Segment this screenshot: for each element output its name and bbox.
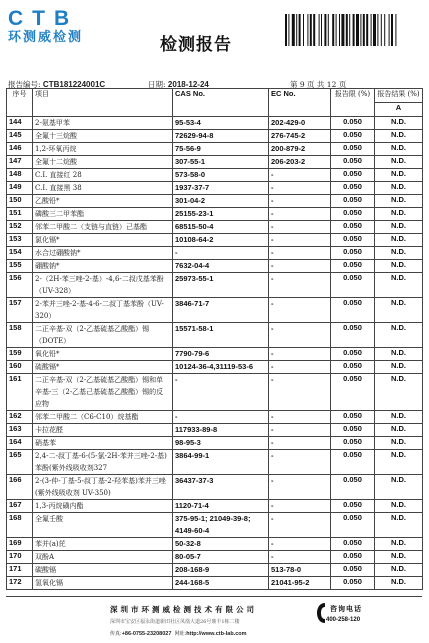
cell-limit: 0.050 xyxy=(331,169,375,182)
cell-ec: - xyxy=(269,298,331,323)
cell-ec: - xyxy=(269,221,331,234)
cell-item: 氢氧化镉 xyxy=(33,577,173,590)
cell-cas: 80-05-7 xyxy=(173,551,269,564)
cell-result: N.D. xyxy=(375,348,423,361)
table-row xyxy=(7,323,423,348)
cell-limit: 0.050 xyxy=(331,247,375,260)
cell-cas: 95-53-4 xyxy=(173,117,269,130)
table-row xyxy=(7,234,423,247)
cell-limit: 0.050 xyxy=(331,475,375,500)
table-row xyxy=(7,298,423,323)
cell-result: N.D. xyxy=(375,234,423,247)
cell-cas: 25155-23-1 xyxy=(173,208,269,221)
cell-limit: 0.050 xyxy=(331,323,375,348)
cell-cas: 68515-50-4 xyxy=(173,221,269,234)
cell-item: 硝基苯 xyxy=(33,437,173,450)
cell-ec: - xyxy=(269,500,331,513)
cell-seq: 160 xyxy=(7,361,33,374)
cell-limit: 0.050 xyxy=(331,208,375,221)
cell-result: N.D. xyxy=(375,182,423,195)
cell-ec: - xyxy=(269,450,331,475)
header-item: 项目 xyxy=(33,89,173,117)
results-table xyxy=(6,88,423,590)
cell-seq: 153 xyxy=(7,234,33,247)
cell-item: 全氟十二烷酸 xyxy=(33,156,173,169)
cell-seq: 168 xyxy=(7,513,33,538)
cell-cas: 375-95-1; 21049-39-8; 4149-60-4 xyxy=(173,513,269,538)
cell-item: 邻苯二甲酸二（C6-C10）烷基酯 xyxy=(33,411,173,424)
cell-cas: 15571-58-1 xyxy=(173,323,269,348)
cell-seq: 151 xyxy=(7,208,33,221)
cell-seq: 167 xyxy=(7,500,33,513)
table-row xyxy=(7,475,423,500)
table-row xyxy=(7,130,423,143)
cell-cas: 3864-99-1 xyxy=(173,450,269,475)
cell-ec: - xyxy=(269,208,331,221)
cell-ec: 200-879-2 xyxy=(269,143,331,156)
cell-result: N.D. xyxy=(375,247,423,260)
cell-ec: 513-78-0 xyxy=(269,564,331,577)
cell-limit: 0.050 xyxy=(331,424,375,437)
cell-cas: 25973-55-1 xyxy=(173,273,269,298)
cell-item: 氧化铅* xyxy=(33,348,173,361)
table-row xyxy=(7,195,423,208)
cell-limit: 0.050 xyxy=(331,298,375,323)
cell-seq: 156 xyxy=(7,273,33,298)
cell-seq: 170 xyxy=(7,551,33,564)
cell-seq: 144 xyxy=(7,117,33,130)
cell-ec: 206-203-2 xyxy=(269,156,331,169)
cell-ec: - xyxy=(269,411,331,424)
cell-limit: 0.050 xyxy=(331,551,375,564)
table-row xyxy=(7,260,423,273)
cell-result: N.D. xyxy=(375,323,423,348)
cell-result: N.D. xyxy=(375,437,423,450)
cell-item: 2-（2H-苯三唑-2-基）-4,6-二叔戊基苯酚（UV-328） xyxy=(33,273,173,298)
footer-company: 深圳市环测威检测技术有限公司 xyxy=(110,605,257,614)
cell-seq: 163 xyxy=(7,424,33,437)
cell-limit: 0.050 xyxy=(331,577,375,590)
cell-seq: 159 xyxy=(7,348,33,361)
cell-cas: 98-95-3 xyxy=(173,437,269,450)
cell-item: 碳酸镉 xyxy=(33,564,173,577)
table-row xyxy=(7,143,423,156)
cell-limit: 0.050 xyxy=(331,564,375,577)
cell-cas: - xyxy=(173,247,269,260)
cell-item: 全氟壬酸 xyxy=(33,513,173,538)
table-row xyxy=(7,208,423,221)
table-row xyxy=(7,361,423,374)
table-row xyxy=(7,424,423,437)
table-row xyxy=(7,117,423,130)
logo-text-cn: 环测威检测 xyxy=(8,30,84,45)
cell-result: N.D. xyxy=(375,273,423,298)
cell-limit: 0.050 xyxy=(331,361,375,374)
cell-item: 2,4-二-叔丁基-6-(5-氯-2H-苯并三唑-2-基)苯酚(紫外线吸收剂327 xyxy=(33,450,173,475)
cell-item: 2-苯并三唑-2-基-4-6-二叔丁基苯酚（UV-320） xyxy=(33,298,173,323)
cell-cas: 7790-79-6 xyxy=(173,348,269,361)
footer-phone: +86-0755-23208027 xyxy=(121,631,172,637)
header-result-sample: A xyxy=(375,103,423,117)
document-title: 检测报告 xyxy=(160,35,232,55)
cell-item: 1,3-丙烷磺内酯 xyxy=(33,500,173,513)
cell-limit: 0.050 xyxy=(331,450,375,475)
cell-result: N.D. xyxy=(375,538,423,551)
cell-seq: 154 xyxy=(7,247,33,260)
cell-ec: - xyxy=(269,424,331,437)
cell-result: N.D. xyxy=(375,143,423,156)
page-indicator: 第 9 页 共 12 页 xyxy=(290,80,347,89)
cell-ec: - xyxy=(269,551,331,564)
cell-limit: 0.050 xyxy=(331,411,375,424)
cell-limit: 0.050 xyxy=(331,437,375,450)
cell-seq: 157 xyxy=(7,298,33,323)
cell-seq: 155 xyxy=(7,260,33,273)
table-row xyxy=(7,374,423,411)
cell-cas: 208-168-9 xyxy=(173,564,269,577)
cell-seq: 162 xyxy=(7,411,33,424)
header-ec: EC No. xyxy=(269,89,331,117)
cell-seq: 152 xyxy=(7,221,33,234)
cell-seq: 172 xyxy=(7,577,33,590)
cell-cas: - xyxy=(173,374,269,411)
cell-cas: 117933-89-8 xyxy=(173,424,269,437)
company-logo xyxy=(8,8,128,46)
table-row xyxy=(7,551,423,564)
table-row xyxy=(7,513,423,538)
cell-seq: 161 xyxy=(7,374,33,411)
table-row xyxy=(7,169,423,182)
cell-seq: 147 xyxy=(7,156,33,169)
cell-cas: 75-56-9 xyxy=(173,143,269,156)
cell-result: N.D. xyxy=(375,208,423,221)
cell-ec: - xyxy=(269,273,331,298)
footer-address: 深圳市宝安区福永街道新田社区凤凰大道26号鼎丰1栋二楼 xyxy=(110,619,240,625)
cell-seq: 164 xyxy=(7,437,33,450)
cell-limit: 0.050 xyxy=(331,195,375,208)
cell-result: N.D. xyxy=(375,513,423,538)
header-result: 报告结果 (%) xyxy=(375,89,423,103)
cell-ec: 202-429-0 xyxy=(269,117,331,130)
cell-ec: - xyxy=(269,538,331,551)
cell-seq: 166 xyxy=(7,475,33,500)
cell-item: 氯化镉* xyxy=(33,234,173,247)
table-row xyxy=(7,247,423,260)
cell-cas: 573-58-0 xyxy=(173,169,269,182)
table-row xyxy=(7,564,423,577)
cell-ec: - xyxy=(269,260,331,273)
cell-item: 2-氨基甲苯 xyxy=(33,117,173,130)
cell-seq: 150 xyxy=(7,195,33,208)
table-row xyxy=(7,156,423,169)
table-row xyxy=(7,411,423,424)
cell-limit: 0.050 xyxy=(331,143,375,156)
logo-text-en: CTB xyxy=(8,7,79,30)
cell-seq: 145 xyxy=(7,130,33,143)
cell-seq: 146 xyxy=(7,143,33,156)
table-row xyxy=(7,221,423,234)
cell-item: 水合过硼酸钠* xyxy=(33,247,173,260)
cell-limit: 0.050 xyxy=(331,156,375,169)
cell-seq: 169 xyxy=(7,538,33,551)
table-row xyxy=(7,538,423,551)
cell-ec: - xyxy=(269,234,331,247)
cell-result: N.D. xyxy=(375,169,423,182)
header-seq: 序号 xyxy=(7,89,33,117)
cell-item: 全氟十三烷酸 xyxy=(33,130,173,143)
cell-result: N.D. xyxy=(375,156,423,169)
cell-limit: 0.050 xyxy=(331,273,375,298)
cell-item: C.I. 直接红 28 xyxy=(33,169,173,182)
cell-ec: - xyxy=(269,323,331,348)
cell-seq: 149 xyxy=(7,182,33,195)
cell-result: N.D. xyxy=(375,424,423,437)
cell-limit: 0.050 xyxy=(331,500,375,513)
header-limit: 报告限 (%) xyxy=(331,89,375,117)
cell-item: 邻苯二甲酸二（支链与直链）己基酯 xyxy=(33,221,173,234)
footer-web: http://www.ctb-lab.com xyxy=(186,631,247,637)
cell-item: 硼酸钠* xyxy=(33,260,173,273)
cell-item: 双酚A xyxy=(33,551,173,564)
cell-limit: 0.050 xyxy=(331,221,375,234)
cell-result: N.D. xyxy=(375,374,423,411)
cell-item: 卡拉花醛 xyxy=(33,424,173,437)
cell-item: 二正辛基-双（2-乙基硫基乙酸酯）锡和单辛基-三（2-乙基己基硫基乙酸酯）锡的反应物 xyxy=(33,374,173,411)
cell-item: C.I. 直接黑 38 xyxy=(33,182,173,195)
cell-seq: 165 xyxy=(7,450,33,475)
cell-result: N.D. xyxy=(375,500,423,513)
cell-cas: 3846-71-7 xyxy=(173,298,269,323)
cell-ec: - xyxy=(269,475,331,500)
cell-ec: - xyxy=(269,195,331,208)
table-row xyxy=(7,348,423,361)
cell-cas: 1937-37-7 xyxy=(173,182,269,195)
barcode-icon xyxy=(285,14,420,46)
cell-cas: 50-32-8 xyxy=(173,538,269,551)
cell-cas: 72629-94-8 xyxy=(173,130,269,143)
cell-ec: 21041-95-2 xyxy=(269,577,331,590)
cell-cas: 10108-64-2 xyxy=(173,234,269,247)
cell-ec: - xyxy=(269,247,331,260)
cell-cas: 307-55-1 xyxy=(173,156,269,169)
table-row xyxy=(7,450,423,475)
hotline-label: 咨询电话 xyxy=(330,604,362,613)
cell-ec: - xyxy=(269,169,331,182)
table-row xyxy=(7,577,423,590)
cell-seq: 171 xyxy=(7,564,33,577)
cell-cas: 244-168-5 xyxy=(173,577,269,590)
cell-ec: - xyxy=(269,374,331,411)
cell-item: 1,2-环氧丙烷 xyxy=(33,143,173,156)
cell-result: N.D. xyxy=(375,450,423,475)
cell-limit: 0.050 xyxy=(331,348,375,361)
cell-result: N.D. xyxy=(375,411,423,424)
footer-divider xyxy=(6,596,422,597)
cell-item: 2-(3-仲-丁基-5-叔丁基-2-羟苯基)苯并三唑(紫外线吸收剂 UV-350) xyxy=(33,475,173,500)
report-number: 报告编号: CTB181224001C xyxy=(8,80,106,89)
cell-ec: - xyxy=(269,182,331,195)
cell-ec: 276-745-2 xyxy=(269,130,331,143)
table-row xyxy=(7,182,423,195)
cell-result: N.D. xyxy=(375,564,423,577)
cell-cas: 10124-36-4,31119-53-6 xyxy=(173,361,269,374)
table-row xyxy=(7,437,423,450)
cell-result: N.D. xyxy=(375,361,423,374)
cell-item: 苯并(a)芘 xyxy=(33,538,173,551)
table-row xyxy=(7,273,423,298)
cell-item: 乙酸铅* xyxy=(33,195,173,208)
cell-result: N.D. xyxy=(375,298,423,323)
cell-limit: 0.050 xyxy=(331,130,375,143)
cell-item: 硫酸镉* xyxy=(33,361,173,374)
cell-seq: 158 xyxy=(7,323,33,348)
cell-item: 磷酸三二甲苯酯 xyxy=(33,208,173,221)
cell-ec: - xyxy=(269,437,331,450)
cell-limit: 0.050 xyxy=(331,260,375,273)
cell-cas: 1120-71-4 xyxy=(173,500,269,513)
cell-limit: 0.050 xyxy=(331,182,375,195)
cell-limit: 0.050 xyxy=(331,538,375,551)
cell-result: N.D. xyxy=(375,221,423,234)
header-cas: CAS No. xyxy=(173,89,269,117)
cell-limit: 0.050 xyxy=(331,513,375,538)
cell-result: N.D. xyxy=(375,577,423,590)
cell-ec: - xyxy=(269,513,331,538)
cell-limit: 0.050 xyxy=(331,234,375,247)
cell-result: N.D. xyxy=(375,130,423,143)
cell-cas: 7632-04-4 xyxy=(173,260,269,273)
cell-item: 二正辛基-双（2-乙基硫基乙酸酯）锡（DOTE） xyxy=(33,323,173,348)
cell-result: N.D. xyxy=(375,260,423,273)
cell-limit: 0.050 xyxy=(331,117,375,130)
cell-ec: - xyxy=(269,361,331,374)
cell-seq: 148 xyxy=(7,169,33,182)
cell-cas: 301-04-2 xyxy=(173,195,269,208)
cell-ec: - xyxy=(269,348,331,361)
hotline-number: 400-258-120 xyxy=(326,617,361,623)
cell-result: N.D. xyxy=(375,475,423,500)
cell-cas: 36437-37-3 xyxy=(173,475,269,500)
cell-result: N.D. xyxy=(375,551,423,564)
report-date: 日期: 2018-12-24 xyxy=(148,80,209,89)
cell-result: N.D. xyxy=(375,195,423,208)
cell-result: N.D. xyxy=(375,117,423,130)
cell-limit: 0.050 xyxy=(331,374,375,411)
cell-cas: - xyxy=(173,411,269,424)
footer-contact: 传真:+86-0755-23208027 网址:http://www.ctb-lab.com xyxy=(110,631,247,637)
table-row xyxy=(7,500,423,513)
